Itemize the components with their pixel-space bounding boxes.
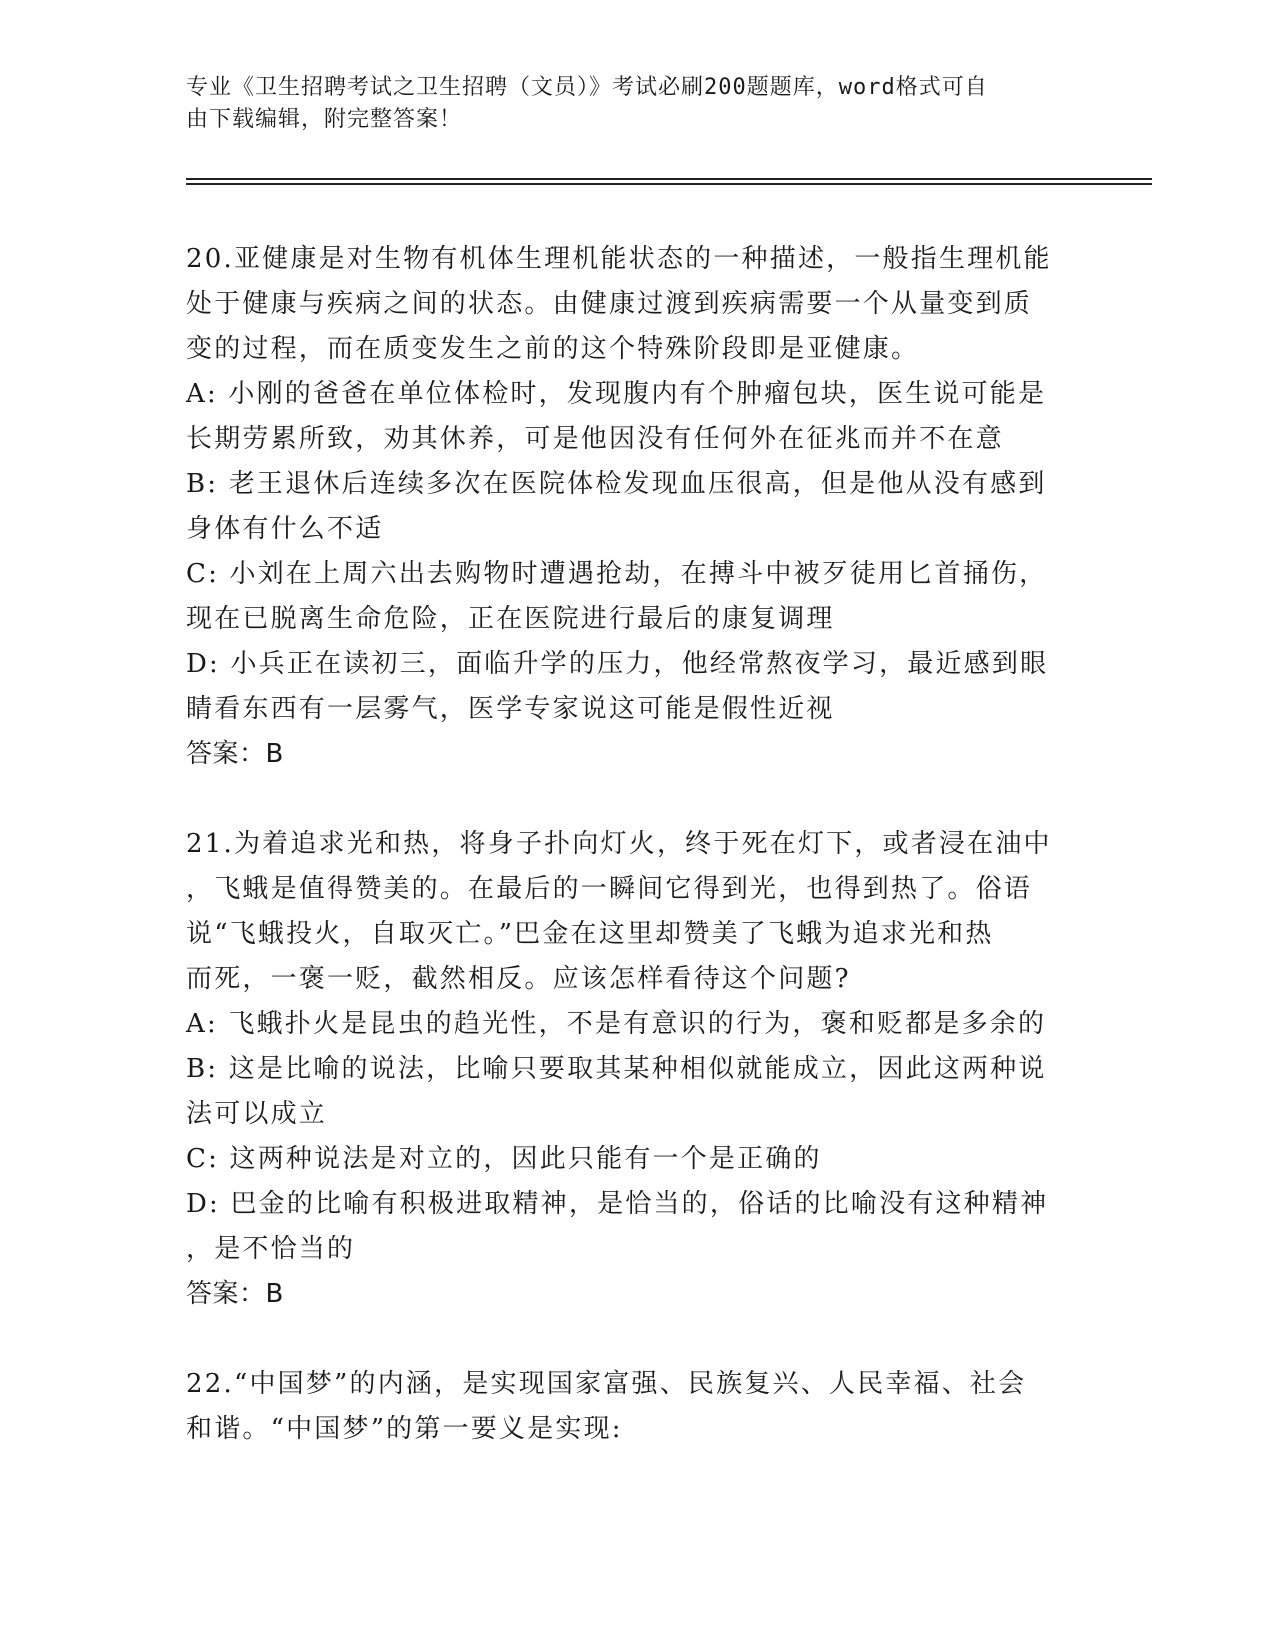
question-21 [186, 822, 1086, 1317]
page-header [186, 72, 1066, 136]
option-d: 睛看东西有一层雾气，医学专家说这可能是假性近视 [186, 694, 835, 724]
option-b: 法可以成立 [186, 1099, 328, 1129]
question-text: 21.为着追求光和热，将身子扑向灯火，终于死在灯下，或者浸在油中 [186, 829, 1052, 859]
question-text: 变的过程，而在质变发生之前的这个特殊阶段即是亚健康。 [186, 334, 920, 364]
header-rule [186, 178, 1152, 180]
option-b: B: 老王退休后连续多次在医院体检发现血压很高，但是他从没有感到 [186, 469, 1047, 499]
question-text: 处于健康与疾病之间的状态。由健康过渡到疾病需要一个从量变到质 [186, 289, 1033, 319]
option-b: 身体有什么不适 [186, 514, 384, 544]
header-rule [186, 183, 1152, 185]
option-b: B: 这是比喻的说法，比喻只要取其某种相似就能成立，因此这两种说 [186, 1054, 1047, 1084]
option-c: C: 这两种说法是对立的，因此只能有一个是正确的 [186, 1144, 822, 1174]
question-text: 22.“中国梦”的内涵，是实现国家富强、民族复兴、人民幸福、社会 [186, 1369, 1027, 1399]
question-text: 和谐。“中国梦”的第一要义是实现: [186, 1414, 623, 1444]
question-text: 而死，一褒一贬，截然相反。应该怎样看待这个问题? [186, 964, 851, 994]
question-20 [186, 237, 1086, 777]
option-a: A: 小刚的爸爸在单位体检时，发现腹内有个肿瘤包块，医生说可能是 [186, 379, 1047, 409]
question-text: 说“飞蛾投火，自取灭亡。”巴金在这里却赞美了飞蛾为追求光和热 [186, 919, 994, 949]
option-d: D: 巴金的比喻有积极进取精神，是恰当的，俗话的比喻没有这种精神 [186, 1189, 1049, 1219]
answer: 答案：B [186, 1279, 284, 1309]
option-d: D: 小兵正在读初三，面临升学的压力，他经常熬夜学习，最近感到眼 [186, 649, 1049, 679]
question-22 [186, 1362, 1086, 1452]
question-text: 20.亚健康是对生物有机体生理机能状态的一种描述，一般指生理机能 [186, 244, 1052, 274]
option-c: 现在已脱离生命危险，正在医院进行最后的康复调理 [186, 604, 835, 634]
option-c: C: 小刘在上周六出去购物时遭遇抢劫，在搏斗中被歹徒用匕首捅伤， [186, 559, 1048, 589]
option-a: A: 飞蛾扑火是昆虫的趋光性，不是有意识的行为，褒和贬都是多余的 [186, 1009, 1047, 1039]
question-list [186, 237, 1086, 1452]
option-d: ，是不恰当的 [186, 1234, 356, 1264]
header-line: 由下载编辑，附完整答案！ [186, 107, 463, 132]
header-line: 专业《卫生招聘考试之卫生招聘（文员）》考试必刷200题题库，word格式可自 [186, 75, 988, 100]
answer: 答案：B [186, 739, 284, 769]
question-text: ，飞蛾是值得赞美的。在最后的一瞬间它得到光，也得到热了。俗语 [186, 874, 1033, 904]
option-a: 长期劳累所致，劝其休养，可是他因没有任何外在征兆而并不在意 [186, 424, 1004, 454]
